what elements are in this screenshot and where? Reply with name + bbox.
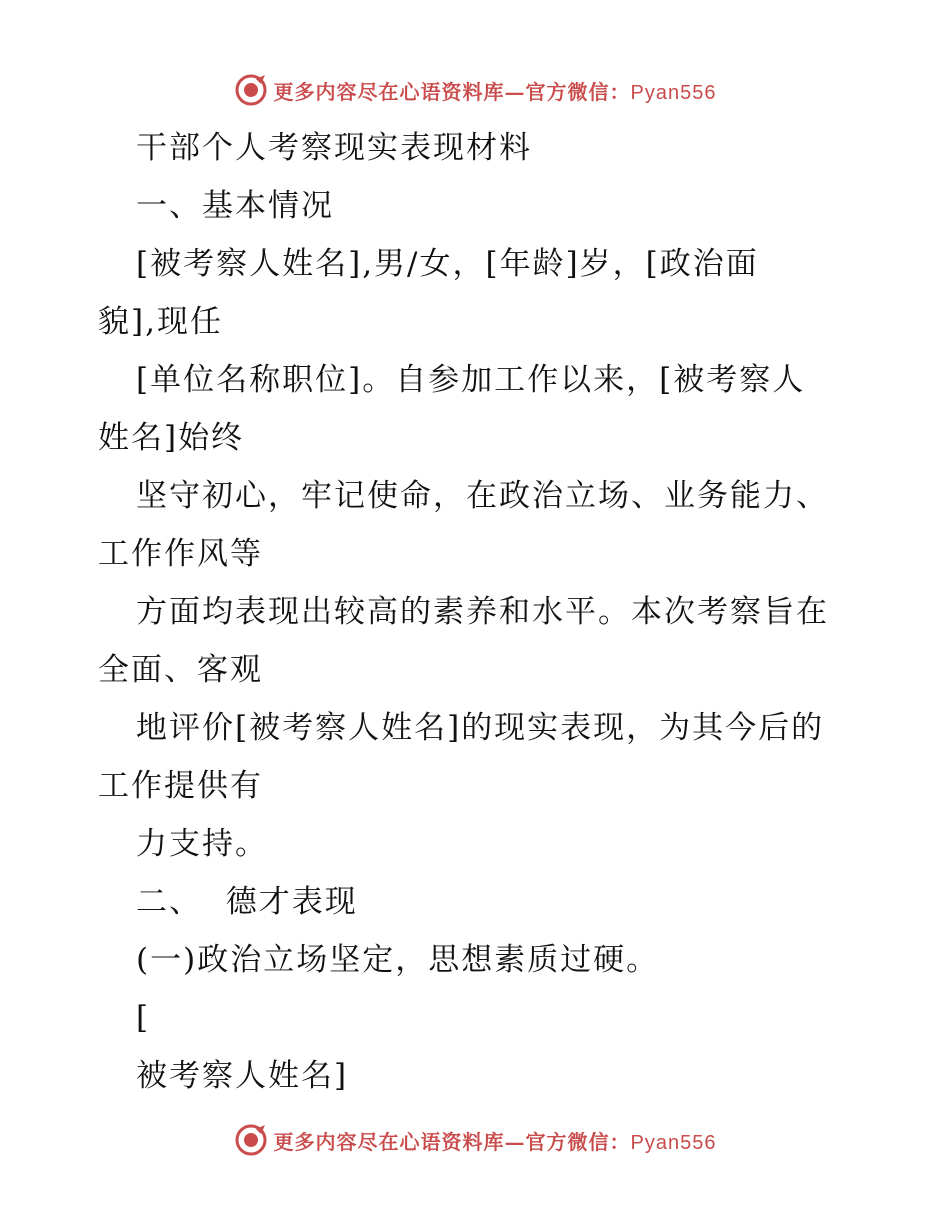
watermark-text: 更多内容尽在心语资料库—官方微信：Pyan556: [273, 79, 717, 104]
pen-logo-icon: [234, 73, 268, 107]
paragraph-line: 全面、客观: [98, 652, 263, 688]
pen-logo-icon: [234, 1123, 268, 1157]
paragraph-line: [被考察人姓名],男/女，[年龄]岁，[政治面: [136, 246, 759, 282]
subsection-heading: (一)政治立场坚定，思想素质过硬。: [136, 942, 660, 978]
paragraph-line: 被考察人姓名]: [136, 1058, 349, 1094]
paragraph-line: 工作作风等: [98, 536, 263, 572]
footer-watermark: [0, 1120, 950, 1160]
paragraph-line: [单位名称职位]。自参加工作以来，[被考察人: [136, 362, 806, 398]
paragraph-line: 貌],现任: [98, 304, 223, 340]
document-title: 干部个人考察现实表现材料: [136, 130, 532, 166]
section-heading: 二、 德才表现: [136, 884, 358, 920]
paragraph-line: 姓名]始终: [98, 420, 245, 456]
paragraph-line: 方面均表现出较高的素养和水平。本次考察旨在: [136, 594, 829, 630]
paragraph-line: 力支持。: [136, 826, 268, 862]
watermark-text: 更多内容尽在心语资料库—官方微信：Pyan556: [273, 1129, 717, 1154]
document-body: [98, 119, 858, 1105]
paragraph-line: 工作提供有: [98, 768, 263, 804]
paragraph-line: 坚守初心，牢记使命，在政治立场、业务能力、: [136, 478, 829, 514]
section-heading: 一、基本情况: [136, 188, 334, 224]
paragraph-line: [: [136, 1000, 151, 1036]
header-watermark: [0, 70, 950, 110]
paragraph-line: 地评价[被考察人姓名]的现实表现，为其今后的: [136, 710, 825, 746]
